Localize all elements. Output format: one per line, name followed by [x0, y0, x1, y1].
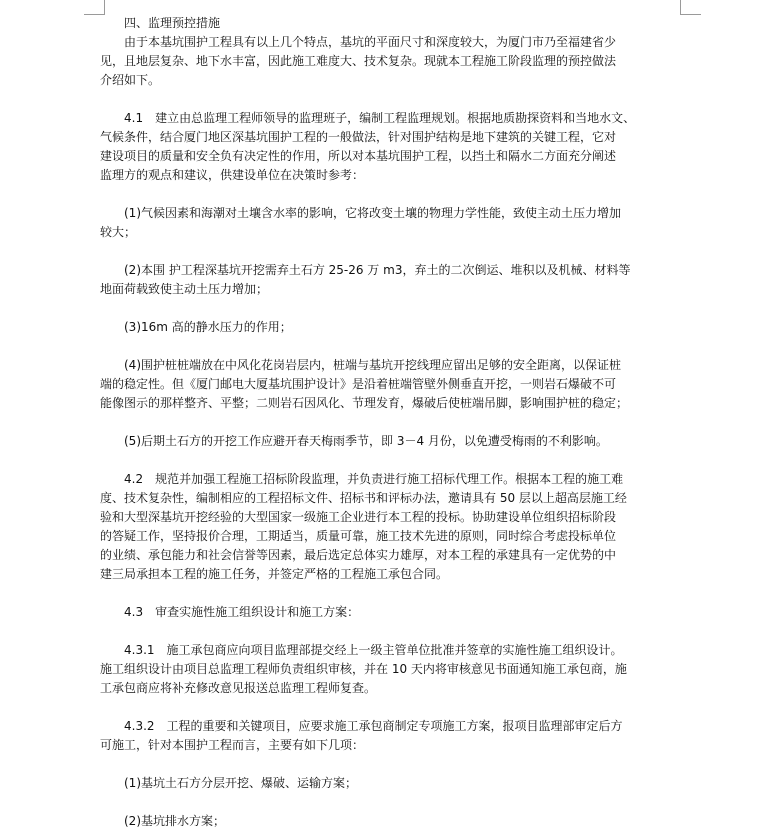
s432-line: 4.3.2 工程的重要和关键项目，应要求施工承包商制定专项施工方案，报项目监理部审定后方: [124, 719, 623, 733]
section-4-1-paragraph: [100, 109, 682, 185]
item-4-paragraph: [100, 356, 682, 413]
s42-line: 4.2 规范并加强工程施工招标阶段监理，并负责进行施工招标代理工作。根据本工程的施工难: [124, 472, 624, 486]
s431-line: 工承包商应将补充修改意见报送总监理工程师复查。: [100, 681, 377, 695]
item1-line: (1)气候因素和海潮对土壤含水率的影响，它将改变土壤的物理力学性能，致使主动土压力增加: [124, 206, 622, 220]
s41-line: 监理方的观点和建议，供建设单位在决策时参考：: [100, 168, 365, 182]
item1-line: 较大；: [100, 225, 137, 239]
section-4-3-heading: [100, 603, 682, 622]
s432-item2-line: (2)基坑排水方案；: [124, 814, 225, 828]
heading-text: 四、监理预控措施: [124, 16, 221, 30]
s432-line: 可施工，针对本围护工程而言，主要有如下几项：: [100, 738, 365, 752]
section-heading: [100, 14, 682, 33]
s41-line: 气候条件，结合厦门地区深基坑围护工程的一般做法，针对围护结构是地下建筑的关键工程，它对: [100, 130, 617, 144]
item4-line: (4)围护桩桩端放在中风化花岗岩层内，桩端与基坑开挖线理应留出足够的安全距离，以保证桩: [124, 358, 622, 372]
document-body: [100, 14, 682, 831]
right-margin-crop-mark: [680, 0, 701, 15]
item-3-paragraph: [100, 318, 682, 337]
s43-line: 4.3 审查实施性施工组织设计和施工方案：: [124, 605, 360, 619]
intro-line: 见，且地层复杂、地下水丰富，因此施工难度大、技术复杂。现就本工程施工阶段监理的预控做法: [100, 54, 617, 68]
s42-line: 建三局承担本工程的施工任务，并签定严格的工程施工承包合同。: [100, 567, 449, 581]
s42-line: 的业绩、承包能力和社会信誉等因素，最后选定总体实力雄厚，对本工程的承建具有一定优势的中: [100, 548, 617, 562]
left-margin-crop-mark: [84, 0, 105, 15]
item-5-paragraph: [100, 432, 682, 451]
s431-line: 4.3.1 施工承包商应向项目监理部提交经上一级主管单位批准并签章的实施性施工组织设计。: [124, 643, 623, 657]
section-4-3-1-paragraph: [100, 641, 682, 698]
item-2-paragraph: [100, 261, 682, 299]
intro-paragraph: [100, 33, 682, 90]
s42-line: 度、技术复杂性，编制相应的工程招标文件、招标书和评标办法，邀请具有 50 层以上超高层施工经: [100, 491, 627, 505]
item-1-paragraph: [100, 204, 682, 242]
item4-line: 端的稳定性。但《厦门邮电大厦基坑围护设计》是沿着桩端管壁外侧垂直开挖，一则岩石爆破不可: [100, 377, 617, 391]
s432-item-2-paragraph: [100, 812, 682, 831]
item3-line: (3)16m 高的静水压力的作用；: [124, 320, 292, 334]
s41-line: 4.1 建立由总监理工程师领导的监理班子，编制工程监理规划。根据地质勘探资料和当地水文、: [124, 111, 636, 125]
section-4-2-paragraph: [100, 470, 682, 584]
s432-item-1-paragraph: [100, 774, 682, 793]
s431-line: 施工组织设计由项目总监理工程师负责组织审核，并在 10 天内将审核意见书面通知施工承包商，施: [100, 662, 627, 676]
s42-line: 的答疑工作，坚持报价合理，工期适当，质量可靠，施工技术先进的原则，同时综合考虑投标单位: [100, 529, 617, 543]
s41-line: 建设项目的质量和安全负有决定性的作用，所以对本基坑围护工程，以挡土和隔水二方面充分阐述: [100, 149, 617, 163]
s42-line: 验和大型深基坑开挖经验的大型国家一级施工企业进行本工程的投标。协助建设单位组织招标阶段: [100, 510, 617, 524]
intro-line: 由于本基坑围护工程具有以上几个特点，基坑的平面尺寸和深度较大，为厦门市乃至福建省少: [124, 35, 617, 49]
s432-item1-line: (1)基坑土石方分层开挖、爆破、运输方案；: [124, 776, 357, 790]
intro-line: 介绍如下。: [100, 73, 161, 87]
section-4-3-2-paragraph: [100, 717, 682, 755]
item4-line: 能像图示的那样整齐、平整；二则岩石因风化、节理发育，爆破后使桩端吊脚，影响围护桩的稳定；: [100, 396, 629, 410]
item2-line: (2)本围 护工程深基坑开挖需弃土石方 25-26 万 m3，弃土的二次倒运、堆积以及机械、材料等: [124, 263, 631, 277]
item5-line: (5)后期土石方的开挖工作应避开春天梅雨季节，即 3－4 月份，以免遭受梅雨的不利影响。: [124, 434, 608, 448]
item2-line: 地面荷载致使主动土压力增加；: [100, 282, 269, 296]
